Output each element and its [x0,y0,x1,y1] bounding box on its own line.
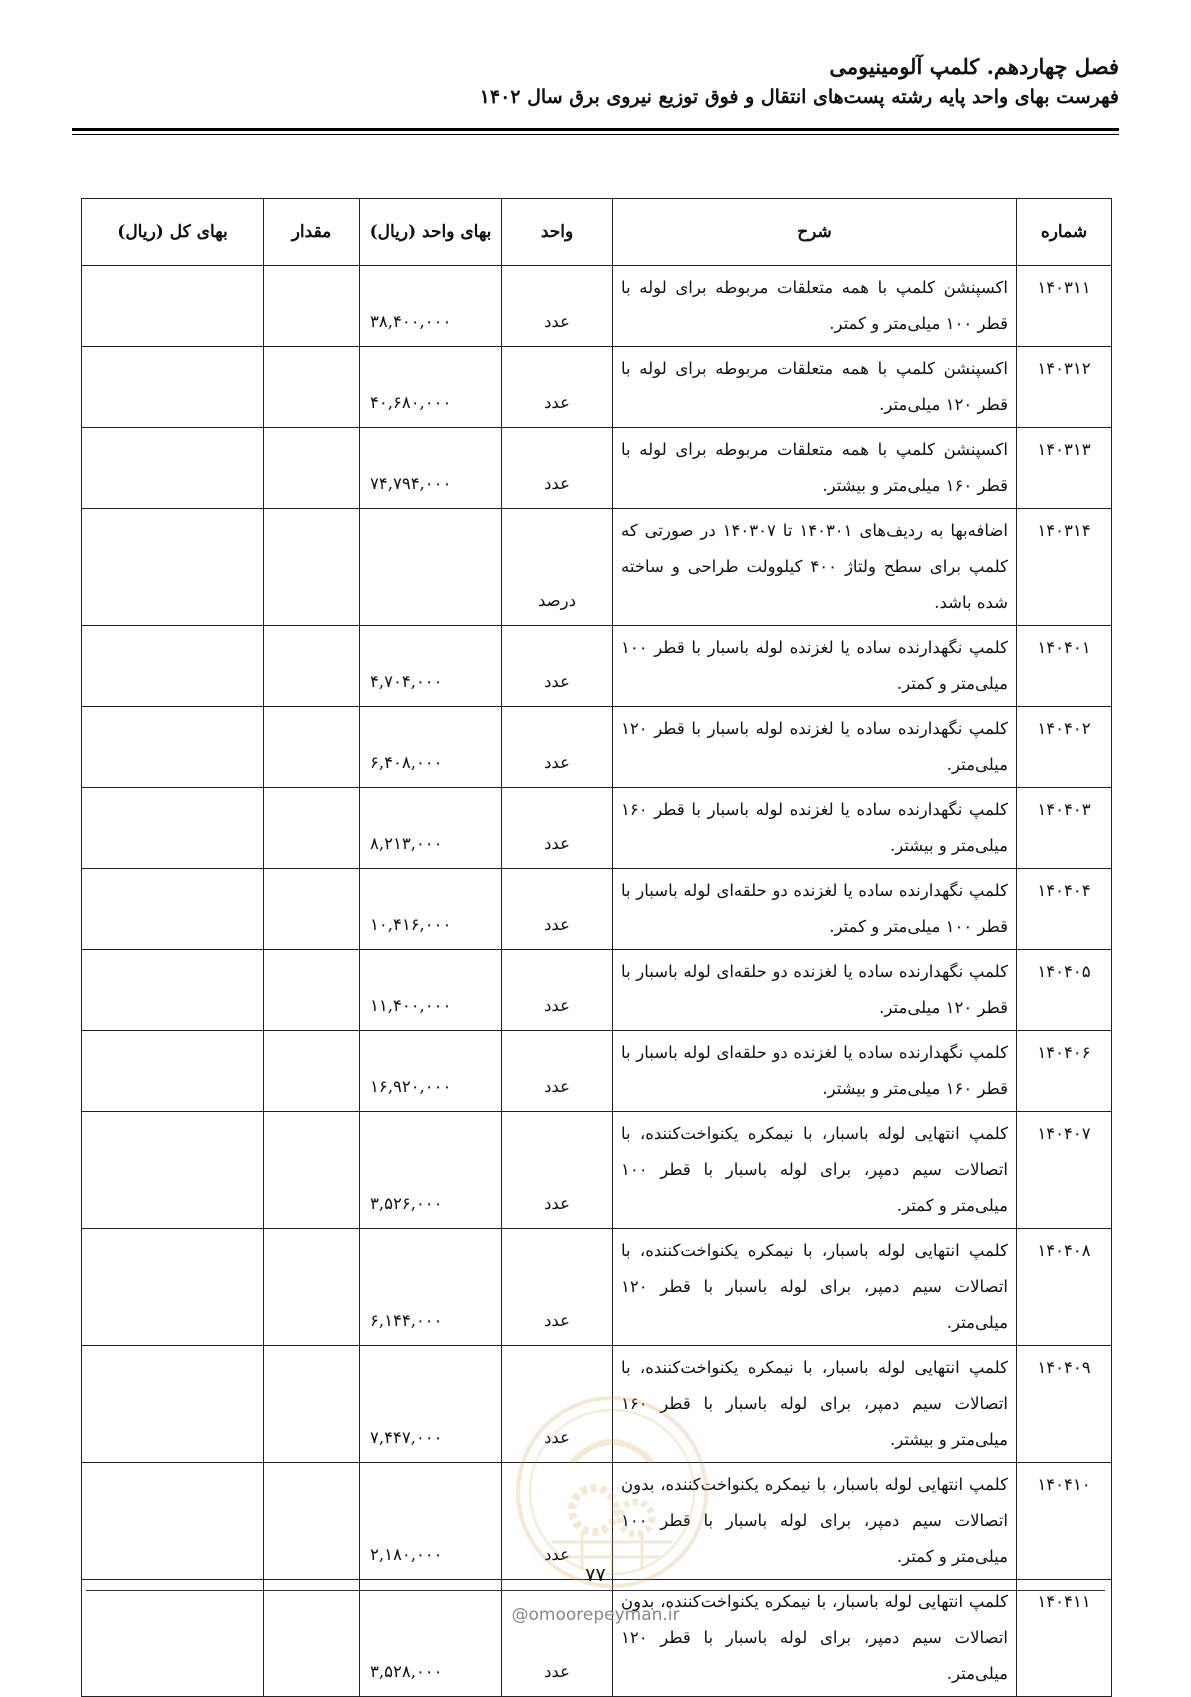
row-number: ۱۴۰۳۱۲ [1017,347,1112,428]
row-description: کلمپ نگهدارنده ساده یا لغزنده لوله باسبار با قطر ۱۰۰ میلی‌متر و کمتر. [613,626,1017,707]
row-unit: عدد [502,1229,613,1346]
header-number: شماره [1017,199,1112,266]
row-total-price [82,1031,264,1112]
row-quantity [264,1463,360,1580]
row-unit-price: ۱۱,۴۰۰,۰۰۰ [360,950,502,1031]
chapter-title: فصل چهاردهم. کلمپ آلومینیومی [829,54,1119,79]
table-row [82,1229,1112,1346]
row-quantity [264,428,360,509]
row-description: کلمپ نگهدارنده ساده یا لغزنده لوله باسبار با قطر ۱۲۰ میلی‌متر. [613,707,1017,788]
row-total-price [82,266,264,347]
row-total-price [82,428,264,509]
row-unit: عدد [502,1031,613,1112]
row-number: ۱۴۰۴۰۹ [1017,1346,1112,1463]
row-unit-price: ۶,۴۰۸,۰۰۰ [360,707,502,788]
table-row [82,1580,1112,1697]
row-unit: عدد [502,707,613,788]
page-number: ۷۷ [585,1564,606,1586]
row-total-price [82,707,264,788]
row-description: کلمپ انتهایی لوله باسبار، با نیمکره یکنواخت‌کننده، بدون اتصالات سیم دمپر، برای لوله باسبار با قطر ۱۰۰ میلی‌متر و کمتر. [613,1463,1017,1580]
row-quantity [264,1229,360,1346]
table-row [82,869,1112,950]
row-description: کلمپ نگهدارنده ساده یا لغزنده دو حلقه‌ای لوله باسبار با قطر ۱۲۰ میلی‌متر. [613,950,1017,1031]
table-row [82,1031,1112,1112]
row-total-price [82,1463,264,1580]
row-quantity [264,707,360,788]
document-subtitle: فهرست بهای واحد پایه رشته پست‌های انتقال و فوق توزیع نیروی برق سال ۱۴۰۲ [479,86,1119,108]
row-description: اکسپنشن کلمپ با همه متعلقات مربوطه برای لوله با قطر ۱۶۰ میلی‌متر و بیشتر. [613,428,1017,509]
row-quantity [264,347,360,428]
row-unit-price: ۴۰,۶۸۰,۰۰۰ [360,347,502,428]
row-unit: عدد [502,266,613,347]
table-row [82,428,1112,509]
row-number: ۱۴۰۴۰۶ [1017,1031,1112,1112]
table-row [82,509,1112,626]
row-total-price [82,1112,264,1229]
row-unit-price: ۳۸,۴۰۰,۰۰۰ [360,266,502,347]
row-number: ۱۴۰۳۱۴ [1017,509,1112,626]
row-description: کلمپ نگهدارنده ساده یا لغزنده دو حلقه‌ای لوله باسبار با قطر ۱۶۰ میلی‌متر و بیشتر. [613,1031,1017,1112]
row-unit-price: ۶,۱۴۴,۰۰۰ [360,1229,502,1346]
row-total-price [82,1580,264,1697]
row-unit: درصد [502,509,613,626]
row-description: کلمپ انتهایی لوله باسبار، با نیمکره یکنواخت‌کننده، بدون اتصالات سیم دمپر، برای لوله باسبار با قطر ۱۲۰ میلی‌متر. [613,1580,1017,1697]
row-unit: عدد [502,788,613,869]
row-quantity [264,788,360,869]
price-list-table [81,198,1112,1697]
row-description: کلمپ نگهدارنده ساده یا لغزنده لوله باسبار با قطر ۱۶۰ میلی‌متر و بیشتر. [613,788,1017,869]
row-total-price [82,788,264,869]
row-number: ۱۴۰۳۱۳ [1017,428,1112,509]
row-unit-price: ۴,۷۰۴,۰۰۰ [360,626,502,707]
row-quantity [264,1112,360,1229]
row-unit-price: ۲,۱۸۰,۰۰۰ [360,1463,502,1580]
row-quantity [264,950,360,1031]
row-unit-price: ۷,۴۴۷,۰۰۰ [360,1346,502,1463]
table-row [82,266,1112,347]
row-number: ۱۴۰۴۰۸ [1017,1229,1112,1346]
header-divider-thick [72,128,1119,131]
row-unit: عدد [502,1112,613,1229]
row-quantity [264,626,360,707]
row-number: ۱۴۰۳۱۱ [1017,266,1112,347]
row-total-price [82,1346,264,1463]
row-quantity [264,509,360,626]
row-description: اضافه‌بها به ردیف‌های ۱۴۰۳۰۱ تا ۱۴۰۳۰۷ در صورتی که کلمپ برای سطح ولتاژ ۴۰۰ کیلوولت طراحی و ساخته شده باشد. [613,509,1017,626]
row-unit: عدد [502,1463,613,1580]
row-description: کلمپ انتهایی لوله باسبار، با نیمکره یکنواخت‌کننده، با اتصالات سیم دمپر، برای لوله باسبار با قطر ۱۶۰ میلی‌متر و بیشتر. [613,1346,1017,1463]
row-total-price [82,1229,264,1346]
row-quantity [264,1580,360,1697]
row-unit-price: ۳,۵۲۶,۰۰۰ [360,1112,502,1229]
row-unit-price [360,509,502,626]
row-number: ۱۴۰۴۰۱ [1017,626,1112,707]
table-row [82,788,1112,869]
footer-website: @omoorepeyman.ir [511,1605,680,1625]
row-quantity [264,1346,360,1463]
table-row [82,1346,1112,1463]
row-unit-price: ۳,۵۲۸,۰۰۰ [360,1580,502,1697]
row-number: ۱۴۰۴۰۵ [1017,950,1112,1031]
row-total-price [82,626,264,707]
table-row [82,1463,1112,1580]
row-unit-price: ۷۴,۷۹۴,۰۰۰ [360,428,502,509]
table-row [82,707,1112,788]
row-unit: عدد [502,428,613,509]
row-unit-price: ۱۶,۹۲۰,۰۰۰ [360,1031,502,1112]
row-unit-price: ۱۰,۴۱۶,۰۰۰ [360,869,502,950]
row-number: ۱۴۰۴۰۷ [1017,1112,1112,1229]
header-unit-price: بهای واحد (ریال) [360,199,502,266]
table-header-row [82,199,1112,266]
row-description: اکسپنشن کلمپ با همه متعلقات مربوطه برای لوله با قطر ۱۰۰ میلی‌متر و کمتر. [613,266,1017,347]
page-header [72,52,1119,112]
row-total-price [82,509,264,626]
row-quantity [264,266,360,347]
header-total-price: بهای کل (ریال) [82,199,264,266]
row-unit-price: ۸,۲۱۳,۰۰۰ [360,788,502,869]
table-row [82,950,1112,1031]
row-quantity [264,1031,360,1112]
header-divider-thin [72,134,1119,135]
table-row [82,1112,1112,1229]
header-unit: واحد [502,199,613,266]
row-description: کلمپ نگهدارنده ساده یا لغزنده دو حلقه‌ای لوله باسبار با قطر ۱۰۰ میلی‌متر و کمتر. [613,869,1017,950]
row-description: کلمپ انتهایی لوله باسبار، با نیمکره یکنواخت‌کننده، با اتصالات سیم دمپر، برای لوله باسبار با قطر ۱۲۰ میلی‌متر. [613,1229,1017,1346]
row-unit: عدد [502,869,613,950]
table-row [82,626,1112,707]
row-unit: عدد [502,626,613,707]
row-description: کلمپ انتهایی لوله باسبار، با نیمکره یکنواخت‌کننده، با اتصالات سیم دمپر، برای لوله باسبار با قطر ۱۰۰ میلی‌متر و کمتر. [613,1112,1017,1229]
row-total-price [82,950,264,1031]
row-number: ۱۴۰۴۰۲ [1017,707,1112,788]
row-total-price [82,347,264,428]
row-number: ۱۴۰۴۱۰ [1017,1463,1112,1580]
row-unit: عدد [502,1580,613,1697]
row-unit: عدد [502,347,613,428]
footer-divider [86,1590,1105,1591]
row-number: ۱۴۰۴۱۱ [1017,1580,1112,1697]
row-description: اکسپنشن کلمپ با همه متعلقات مربوطه برای لوله با قطر ۱۲۰ میلی‌متر. [613,347,1017,428]
row-unit: عدد [502,950,613,1031]
header-quantity: مقدار [264,199,360,266]
header-description: شرح [613,199,1017,266]
row-total-price [82,869,264,950]
row-quantity [264,869,360,950]
table-row [82,347,1112,428]
row-number: ۱۴۰۴۰۳ [1017,788,1112,869]
row-unit: عدد [502,1346,613,1463]
row-number: ۱۴۰۴۰۴ [1017,869,1112,950]
